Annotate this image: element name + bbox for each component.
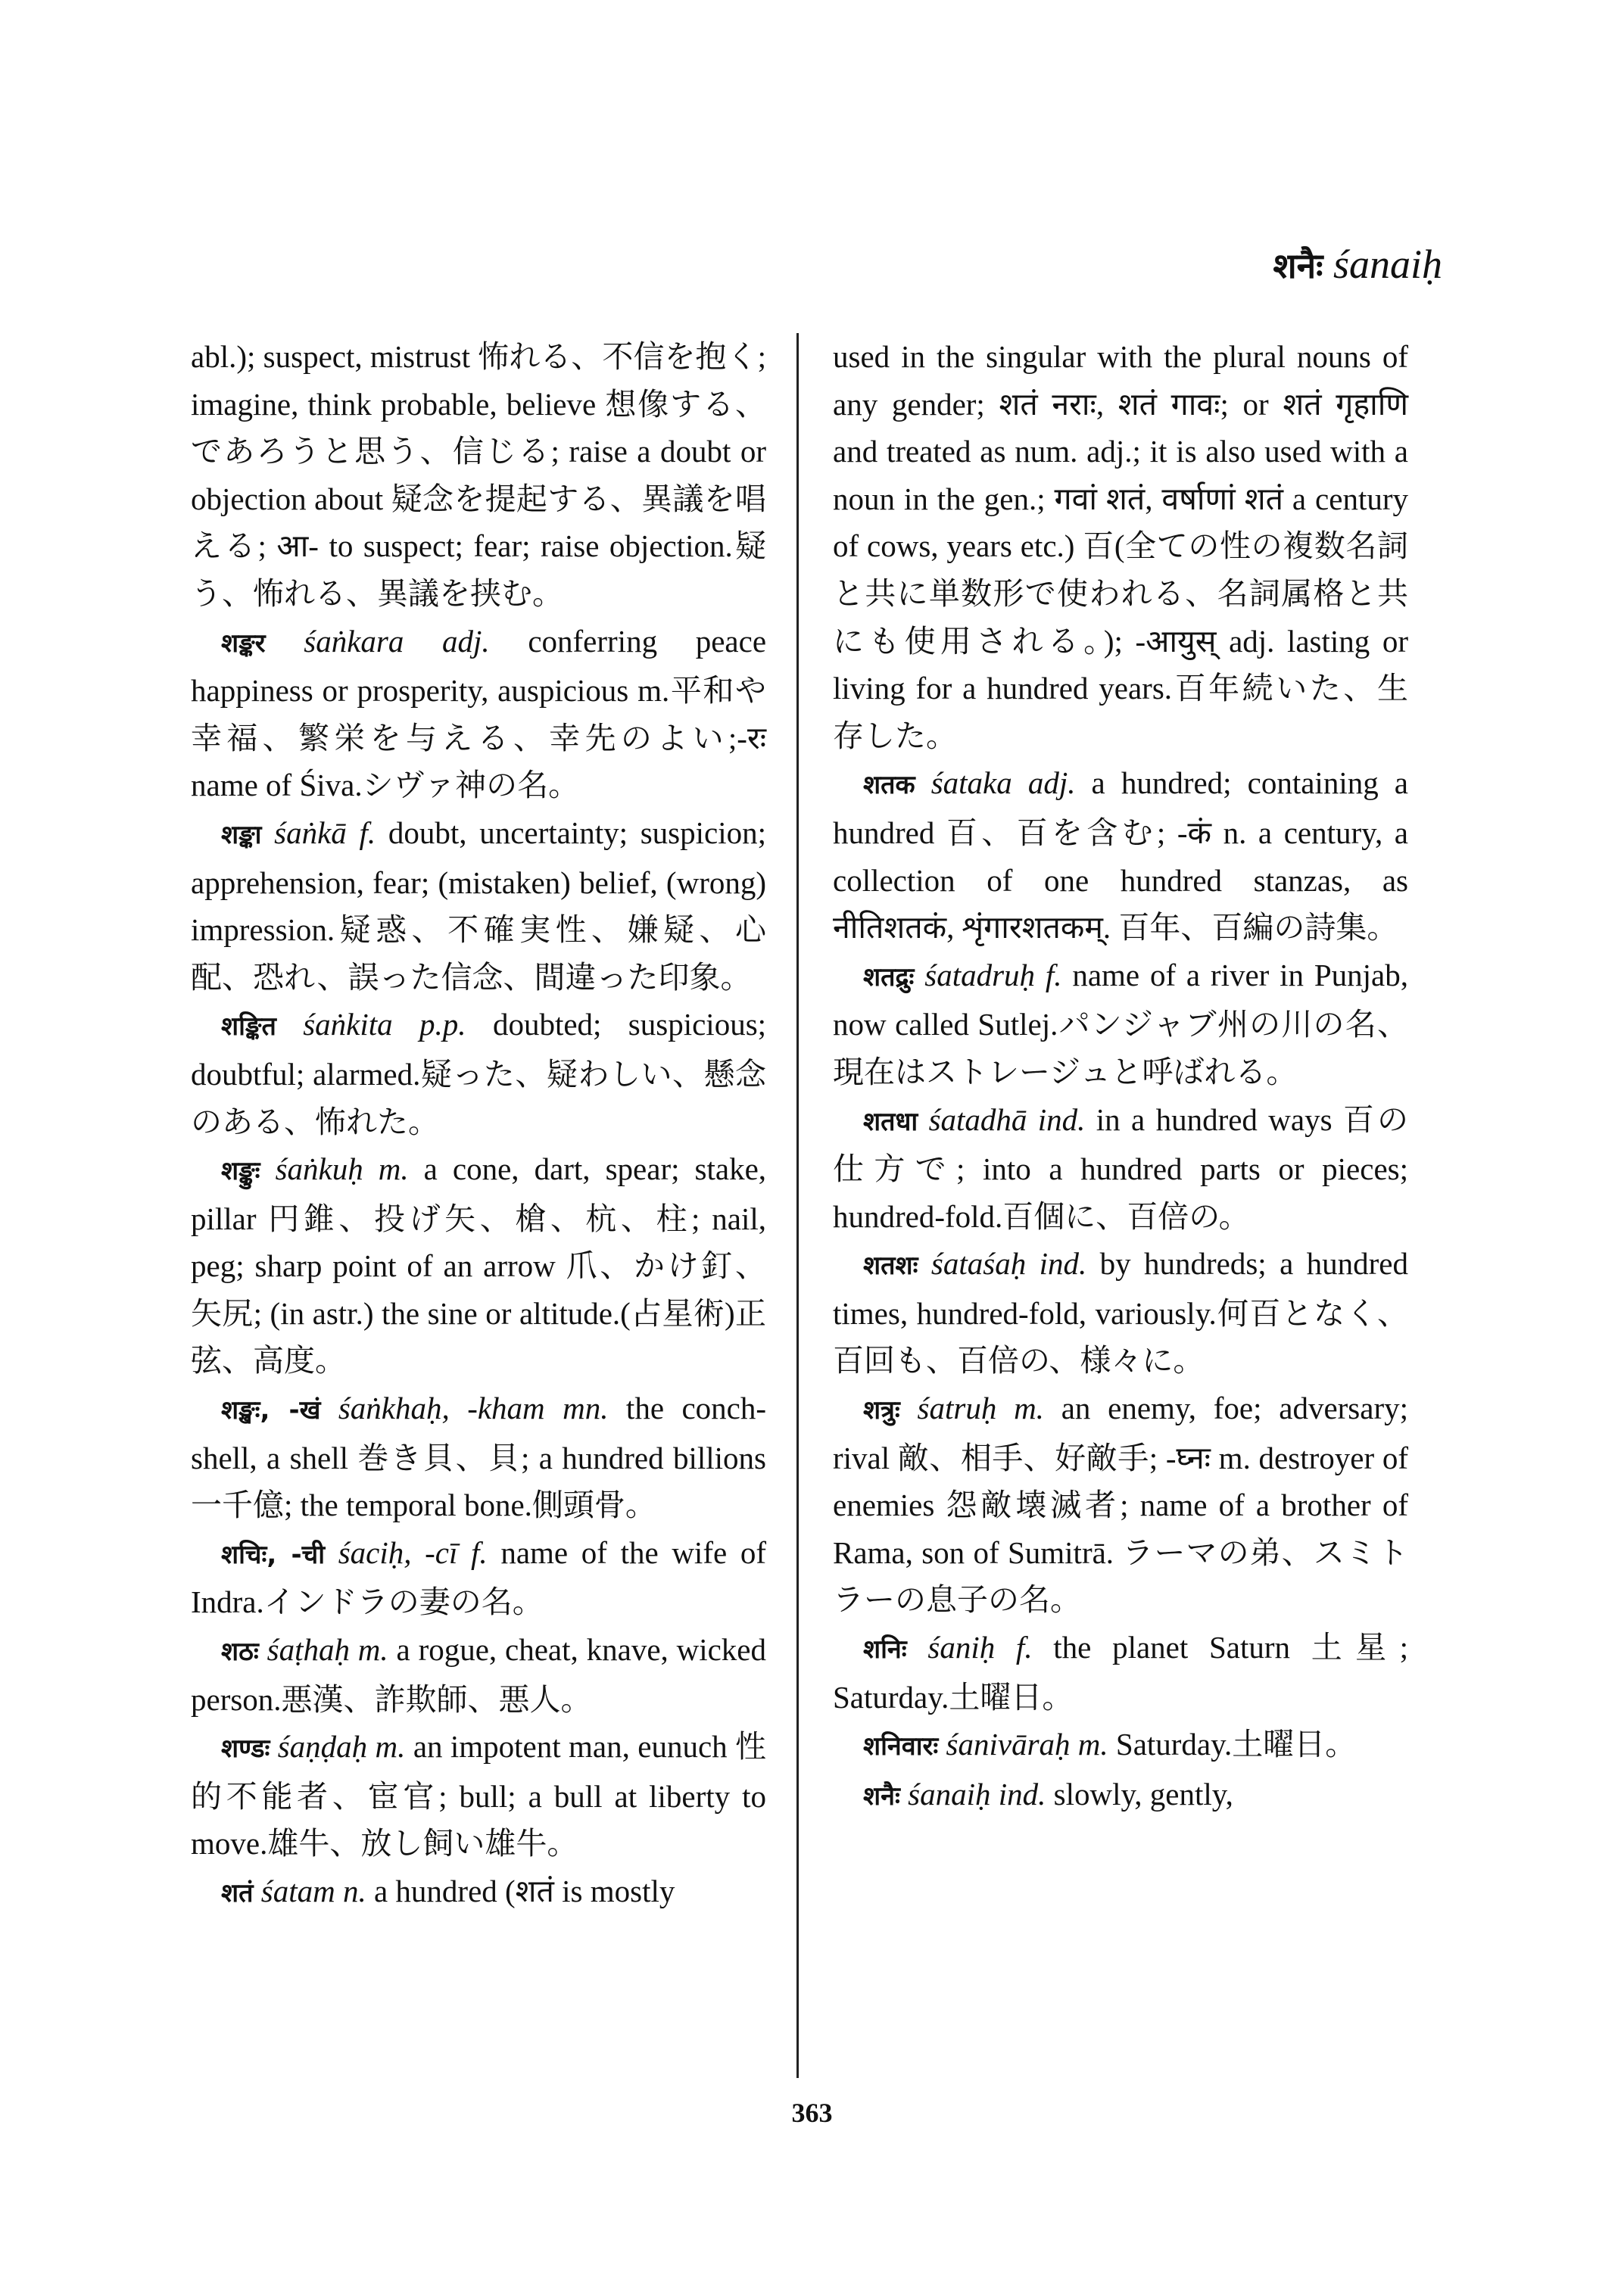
entry-definition: name of a river in Punjab, now called Sutlej.パンジャブ州の川の名、現在はストレージュと呼ばれる。 bbox=[833, 957, 1409, 1089]
dictionary-entry bbox=[833, 1721, 1408, 1771]
entry-definition: an impotent man, eunuch 性的不能者、宦官; bull; a bull at liberty to move.雄牛、放し飼い雄牛。 bbox=[191, 1729, 767, 1862]
entry-definition: slowly, gently, bbox=[1053, 1776, 1233, 1812]
entry-headword: शतं bbox=[221, 1878, 254, 1908]
entry-continuation bbox=[833, 333, 1408, 759]
entry-headword: शनैः bbox=[863, 1781, 900, 1812]
entry-definition: abl.); suspect, mistrust 怖れる、不信を抱く; imagine, think probable, believe 想像する、であろうと思う、信じる; raise a doubt or objection about 疑念を提起する、異議を唱える; आ- to suspect; fear; raise objection.疑う、怖れる、異議を挟む。 bbox=[191, 339, 766, 611]
entry-headword: शनिवारः bbox=[863, 1731, 939, 1762]
entry-headword: शङ्कर bbox=[221, 628, 266, 659]
dictionary-entry bbox=[191, 618, 766, 809]
dictionary-entry bbox=[833, 1096, 1408, 1241]
entry-headword: शङ्कित bbox=[221, 1011, 276, 1042]
dictionary-entry bbox=[191, 1385, 766, 1529]
entry-definition: a cone, dart, spear; stake, pillar 円錐、投げ矢、槍、杭、柱; nail, peg; sharp point of an arrow 爪、かけ釘、矢尻; (in astr.) the sine or altitude.(占星術)正弦、高度。 bbox=[191, 1151, 767, 1379]
dictionary-entry bbox=[833, 759, 1408, 951]
entry-transliteration: śaṅkhaḥ, -kham mn. bbox=[338, 1391, 609, 1426]
entry-headword: शनिः bbox=[863, 1634, 907, 1665]
dictionary-entry bbox=[833, 1240, 1408, 1385]
entry-transliteration: śaciḥ, -cī f. bbox=[338, 1534, 488, 1570]
entry-definition: doubted; suspicious; doubtful; alarmed.疑った、疑わしい、懸念のある、怖れた。 bbox=[191, 1007, 767, 1139]
entry-definition: in a hundred ways 百の仕方で; into a hundred parts or pieces; hundred-fold.百個に、百倍の。 bbox=[833, 1101, 1409, 1234]
dictionary-entry bbox=[191, 1001, 766, 1145]
entry-definition: doubt, uncertainty; suspicion; apprehension, fear; (mistaken) belief, (wrong) impression.疑惑、不確実性、嫌疑、心配、恐れ、誤った信念、間違った印象。 bbox=[191, 815, 766, 995]
right-column bbox=[833, 333, 1408, 1820]
page-number: 363 bbox=[791, 2098, 833, 2128]
entry-transliteration: śatadruḥ f. bbox=[924, 957, 1062, 992]
entry-transliteration: śaṅkuḥ m. bbox=[275, 1151, 409, 1187]
entry-transliteration: śaniḥ f. bbox=[927, 1630, 1033, 1665]
running-head bbox=[1273, 241, 1442, 288]
entry-transliteration: śatruḥ m. bbox=[917, 1391, 1044, 1426]
entry-definition: a rogue, cheat, knave, wicked person.悪漢、詐欺師、悪人。 bbox=[191, 1632, 767, 1717]
entry-transliteration: śatadhā ind. bbox=[928, 1101, 1086, 1137]
entry-headword: शतशः bbox=[863, 1251, 918, 1282]
entry-headword: शतधा bbox=[863, 1106, 918, 1137]
entry-definition: by hundreds; a hundred times, hundred-fold, variously.何百となく、百回も、百倍の、様々に。 bbox=[833, 1246, 1409, 1379]
dictionary-entry bbox=[833, 952, 1408, 1096]
entry-transliteration: śanaiḥ ind. bbox=[908, 1776, 1046, 1812]
entry-headword: शण्डः bbox=[221, 1734, 270, 1765]
dictionary-entry bbox=[833, 1624, 1408, 1721]
entry-headword: शङ्खः, -खं bbox=[221, 1395, 321, 1426]
dictionary-entry bbox=[833, 1385, 1408, 1624]
entry-headword: शचिः, -ची bbox=[221, 1539, 326, 1570]
entry-transliteration: śanivāraḥ m. bbox=[946, 1727, 1108, 1762]
entry-definition: an enemy, foe; adversary; rival 敵、相手、好敵手; -घ्नः m. destroyer of enemies 怨敵壊滅者; name of a brother of Rama, son of Sumitrā. ラーマの弟、スミトラーの息子の名。 bbox=[833, 1391, 1408, 1618]
entry-transliteration: śaṇḍaḥ m. bbox=[277, 1729, 406, 1765]
entry-definition: a hundred (शतं is mostly bbox=[373, 1874, 675, 1908]
dictionary-entry bbox=[191, 1529, 766, 1626]
running-head-transliteration: śanaiḥ bbox=[1333, 241, 1442, 287]
entry-definition: conferring peace happiness or prosperity, auspicious m.平和や幸福、繁栄を与える、幸先のよい;-रः name of Śiva.シヴァ神の名。 bbox=[191, 623, 767, 803]
dictionary-entry bbox=[191, 809, 766, 1001]
column-divider bbox=[796, 333, 799, 2078]
entry-transliteration: śaṭhaḥ m. bbox=[267, 1632, 388, 1668]
dictionary-entry bbox=[191, 1868, 766, 1918]
entry-transliteration: śataka adj. bbox=[930, 765, 1076, 801]
left-column bbox=[191, 333, 766, 1918]
dictionary-entry bbox=[191, 1145, 766, 1385]
entry-definition: the conch-shell, a shell 巻き貝、貝; a hundred billions 一千億; the temporal bone.側頭骨。 bbox=[191, 1391, 767, 1523]
entry-headword: शत्रुः bbox=[863, 1395, 900, 1426]
dictionary-entry bbox=[833, 1771, 1408, 1821]
entry-transliteration: śaṅkita p.p. bbox=[303, 1007, 466, 1042]
entry-transliteration: śataśaḥ ind. bbox=[930, 1246, 1087, 1282]
dictionary-entry bbox=[191, 1626, 766, 1723]
entry-transliteration: śatam n. bbox=[260, 1874, 366, 1908]
entry-transliteration: śaṅkara adj. bbox=[304, 623, 490, 659]
entry-headword: शठः bbox=[221, 1637, 259, 1668]
entry-definition: name of the wife of Indra.インドラの妻の名。 bbox=[191, 1534, 766, 1620]
running-head-devanagari: शनैः bbox=[1273, 245, 1323, 286]
entry-definition: a hundred; containing a hundred 百、百を含む; -कं n. a century, a collection of one hundred stanzas, as नीतिशतकं, शृंगारशतकम्. 百年、百編の詩集。 bbox=[833, 765, 1408, 946]
entry-continuation bbox=[191, 333, 766, 618]
entry-definition: Saturday.土曜日。 bbox=[1115, 1727, 1357, 1762]
entry-headword: शतक bbox=[863, 770, 915, 801]
entry-headword: शङ्कुः bbox=[221, 1156, 260, 1187]
entry-headword: शङ्का bbox=[221, 819, 262, 850]
dictionary-entry bbox=[191, 1723, 766, 1868]
entry-transliteration: śaṅkā f. bbox=[274, 815, 376, 850]
entry-headword: शतद्रुः bbox=[863, 961, 915, 992]
entry-definition: the planet Saturn 土星; Saturday.土曜日。 bbox=[833, 1630, 1408, 1715]
entry-definition: used in the singular with the plural nouns of any gender; शतं नराः, शतं गावः; or शतं गृहाणि and treated as num. adj.; it is also used with a noun in the gen.; गवां शतं, वर्षाणां शतं a century of cows, years etc.) 百(全ての性の複数名詞と共に単数形で使われる、名詞属格と共にも使用される。); -आयुस् adj. lasting or living for a hundred years.百年続いた、生存した。 bbox=[833, 339, 1408, 753]
